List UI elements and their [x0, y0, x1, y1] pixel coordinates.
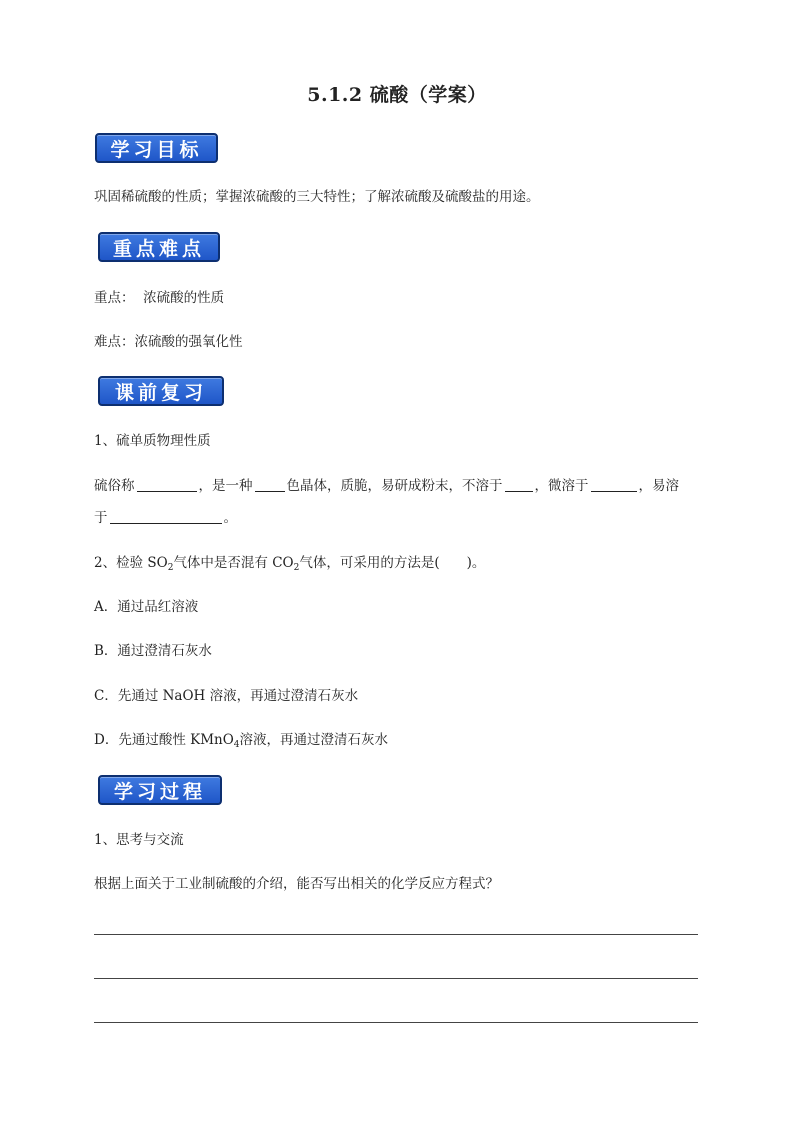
fill-blank[interactable] [505, 479, 533, 492]
fill-blank[interactable] [110, 511, 222, 524]
process-q1-title: 1、思考与交流 [94, 832, 184, 848]
subscript: 2 [293, 563, 300, 573]
review-q1-line2 [94, 509, 237, 527]
section-banner-key-points: 重点难点 [98, 232, 220, 262]
review-q1-line1 [94, 477, 679, 495]
fill-text: 色晶体，质脆，易研成粉末，不溶于 [286, 478, 503, 494]
subscript: 4 [233, 740, 240, 750]
q2-text: 气体，可采用的方法是( )。 [299, 555, 486, 571]
subscript: 2 [167, 563, 174, 573]
objectives-text: 巩固稀硫酸的性质；掌握浓硫酸的三大特性；了解浓硫酸及硫酸盐的用途。 [94, 189, 540, 205]
q2-text: 2、检验 SO [94, 555, 168, 571]
option-a: A．通过品红溶液 [94, 599, 199, 615]
fill-blank[interactable] [591, 479, 637, 492]
key-point-line [94, 289, 224, 307]
answer-line[interactable] [94, 934, 698, 935]
section-banner-process: 学习过程 [98, 775, 222, 805]
review-q1-title: 1、硫单质物理性质 [94, 433, 211, 449]
fill-blank[interactable] [255, 479, 285, 492]
fill-text: ，易溶 [638, 478, 679, 494]
review-q2-stem [94, 554, 485, 572]
answer-line[interactable] [94, 978, 698, 979]
key-point-label: 重点： [94, 290, 135, 306]
option-b: B．通过澄清石灰水 [94, 643, 212, 659]
fill-text: 。 [223, 510, 237, 526]
fill-text: ，微溶于 [534, 478, 589, 494]
key-point-text: 浓硫酸的性质 [143, 290, 225, 306]
q2-text: 气体中是否混有 CO [173, 555, 294, 571]
section-banner-objectives: 学习目标 [95, 133, 218, 163]
option-d [94, 731, 388, 749]
answer-line[interactable] [94, 1022, 698, 1023]
page-title: 5.1.2 硫酸（学案） [307, 84, 487, 106]
section-banner-review: 课前复习 [98, 376, 224, 406]
process-q1-text: 根据上面关于工业制硫酸的介绍，能否写出相关的化学反应方程式？ [94, 876, 499, 892]
option-d-text: 溶液，再通过澄清石灰水 [239, 732, 389, 748]
option-c: C．先通过 NaOH 溶液，再通过澄清石灰水 [94, 688, 359, 704]
difficult-point-line: 难点：浓硫酸的强氧化性 [94, 334, 243, 350]
fill-blank[interactable] [137, 479, 197, 492]
option-d-text: D．先通过酸性 KMnO [94, 732, 234, 748]
fill-text: 硫俗称 [94, 478, 135, 494]
fill-text: ，是一种 [198, 478, 253, 494]
fill-text: 于 [94, 510, 108, 526]
